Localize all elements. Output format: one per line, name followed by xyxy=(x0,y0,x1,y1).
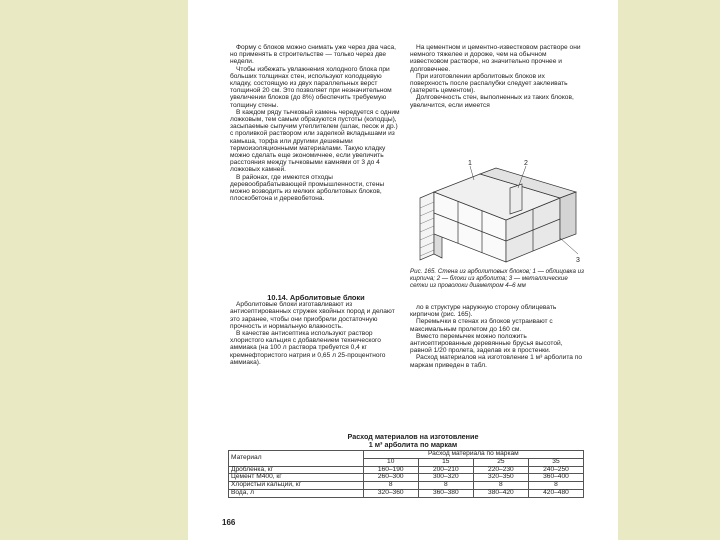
book-page xyxy=(188,0,618,540)
materials-table xyxy=(228,450,584,498)
row-label: Цемент М400, кг xyxy=(229,474,364,482)
mark-cell: 25 xyxy=(473,458,528,466)
table-cell: 8 xyxy=(418,482,473,490)
table-cell: 300–320 xyxy=(418,474,473,482)
paragraph: Форму с блоков можно снимать уже через два часа, но применять в строительстве — только через две недели. xyxy=(230,44,396,66)
right-column-lower xyxy=(410,304,582,369)
paragraph: Долговечность стен, выполненных из таких блоков, увеличится, если имеется xyxy=(410,94,574,109)
table-cell: 8 xyxy=(363,482,418,490)
table-cell: 160–190 xyxy=(363,466,418,474)
right-column xyxy=(410,44,582,109)
paragraph: При изготовлении арболитовых блоков их поверхность после распалубки следует заклеивать (затереть цементом). xyxy=(410,72,568,95)
paragraph: ло в структуре наружную сторону облицевать кирпичом (рис. 165). xyxy=(410,304,557,319)
table-cell: 240–250 xyxy=(528,466,583,474)
table-title-line: Расход материалов на изготовление xyxy=(347,432,479,441)
paragraph: Арболитовые блоки изготавливают из антисептированных стружек хвойных пород и делают это заранее, чтобы они приобрели достаточную прочность и нормальную влажность. xyxy=(230,301,395,330)
paragraph: В качестве антисептика используют раствор хлористого кальция с добавлением технического аммиака (на 100 л раствора требуется 0,4 кг кремнефтористого натрия и 0,65 л 25-процентного аммиака). xyxy=(230,330,386,366)
left-column xyxy=(230,44,402,202)
paragraph: Перемычки в стенах из блоков устраивают с максимальным пролетом до 160 см. xyxy=(410,318,553,333)
figure-label: 1 xyxy=(468,160,472,167)
table-cell: 360–400 xyxy=(528,474,583,482)
table-cell: 220–230 xyxy=(473,466,528,474)
paragraph: В районах, где имеются отходы деревообрабатывающей промышленности, стены можно возводить из мелких арболитовых блоков, плоскобетона и деревобетона. xyxy=(230,173,385,203)
mark-cell: 10 xyxy=(363,458,418,466)
table-cell: 380–420 xyxy=(473,489,528,497)
table-cell: 420–480 xyxy=(528,489,583,497)
header-group: Расход материала по маркам xyxy=(363,451,583,459)
row-label: Вода, л xyxy=(229,489,364,497)
paragraph: Расход материалов на изготовление 1 м³ арболита по маркам приведен в табл. xyxy=(410,354,583,369)
table-cell: 8 xyxy=(473,482,528,490)
table-header-row xyxy=(229,451,584,459)
wall-figure xyxy=(410,158,586,268)
table-cell: 200–210 xyxy=(418,466,473,474)
table-title-line: 1 м³ арболита по маркам xyxy=(368,440,458,449)
paragraph: Вместо перемычек можно положить антисептированные деревянные брусья высотой, равной 1/20 пролета, заделав их в простенки. xyxy=(410,332,563,355)
section-title: 10.14. Арболитовые блоки xyxy=(267,293,365,302)
figure-label: 3 xyxy=(576,257,580,264)
paragraph: На цементном и цементно-известковом растворе они немного тяжелее и дороже, чем на обычном известковом растворе, но значительно прочнее и долговечнее. xyxy=(410,44,581,73)
mark-cell: 15 xyxy=(418,458,473,466)
row-label: Дробленка, кг xyxy=(229,466,364,474)
section-arbolite xyxy=(230,294,402,366)
table-title xyxy=(298,433,528,449)
table-cell: 320–350 xyxy=(473,474,528,482)
figure-caption: Рис. 165. Стена из арболитовых блоков; 1 — облицовка из кирпича; 2 — блоки из арболита; 3 — металлические сетки из проволоки диаметром 4–6 мм xyxy=(410,268,584,289)
paragraph: Чтобы избежать увлажнения холодного блока при больших толщинах стен, используют колодцевую кладку, состоящую из двух параллельных верст толщиной 20 см. Это позволяет при незначительном увеличении блоков (до 8%) обеспечить требуемую толщину стены. xyxy=(230,65,392,109)
mark-cell: 35 xyxy=(528,458,583,466)
table-cell: 360–380 xyxy=(418,489,473,497)
table-cell: 260–300 xyxy=(363,474,418,482)
table-cell: 320–360 xyxy=(363,489,418,497)
row-label: Хлористый кальций, кг xyxy=(229,482,364,490)
table-row xyxy=(229,489,584,497)
table-row xyxy=(229,482,584,490)
paragraph: В каждом ряду тычковый камень чередуется с одним ложковым, тем самым образуются пустоты (колодцы), засыпаемые сыпучим утеплителем (шлак, песок и др.) с проливкой раствором или заделкой вкладышами из камыша, торфа или другими дешевыми термоизоляционными материалами. Такую кладку можно сделать еще экономичнее, если увеличить расстояния между тычковыми камнями от 3 до 4 ложковых камней. xyxy=(230,108,400,174)
header-material: Материал xyxy=(229,451,364,467)
page-number: 166 xyxy=(222,518,236,527)
table-cell: 8 xyxy=(528,482,583,490)
figure-label: 2 xyxy=(524,160,528,167)
